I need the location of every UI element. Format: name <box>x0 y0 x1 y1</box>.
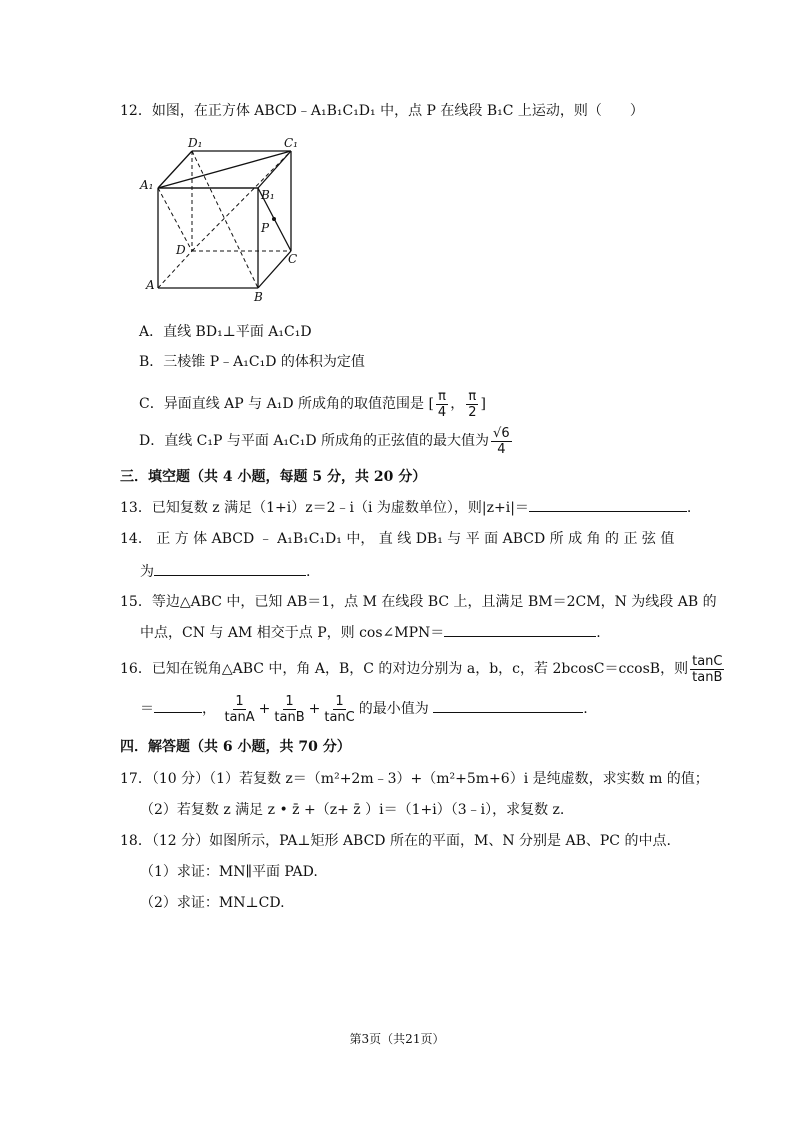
q12-option-c: C．异面直线 AP 与 A₁D 所成角的取值范围是 [ $\frac{\pi}{4}$ ， $\frac{\pi}{2}$ ] <box>139 388 486 420</box>
q14-line2: 为 . <box>140 561 310 582</box>
label-A: A <box>146 278 155 292</box>
q14-line1: 14． 正 方 体 ABCD ﹣ A₁B₁C₁D₁ 中， 直 线 DB₁ 与 平 面 ABCD 所 成 角 的 正 弦 值 <box>120 531 675 547</box>
q14-answer-blank[interactable] <box>154 561 306 576</box>
q12-option-b: B．三棱锥 P﹣A₁C₁D 的体积为定值 <box>139 354 365 370</box>
q15-line2: 中点，CN 与 AM 相交于点 P，则 cos∠MPN＝ . <box>140 622 601 643</box>
q15-line1: 15．等边△ABC 中，已知 AB＝1，点 M 在线段 BC 上，且满足 BM＝2CM，N 为线段 AB 的 <box>120 594 717 610</box>
q12-option-a: A．直线 BD₁⊥平面 A₁C₁D <box>139 324 312 340</box>
q18-line3: （2）求证：MN⊥CD. <box>140 895 285 911</box>
q13: 13．已知复数 z 满足（1+i）z＝2﹣i（i 为虚数单位），则|z+i|＝ . <box>120 497 691 518</box>
q13-answer-blank[interactable] <box>529 497 687 512</box>
label-C1: C₁ <box>284 136 298 150</box>
q16-answer-blank-2[interactable] <box>433 698 583 713</box>
page-footer: 第3页（共21页） <box>349 1032 445 1046</box>
label-P: P <box>261 221 270 235</box>
label-A1: A₁ <box>140 178 154 192</box>
q15-answer-blank[interactable] <box>444 622 596 637</box>
label-B1: B₁ <box>261 188 275 202</box>
label-B: B <box>254 290 263 303</box>
label-C: C <box>288 252 298 266</box>
label-D1: D₁ <box>188 136 203 150</box>
q12-option-d: D．直线 C₁P 与平面 A₁C₁D 所成角的正弦值的最大值为 $\frac{√6}{4}$ <box>139 425 510 457</box>
q16-answer-blank-1[interactable] <box>154 698 202 713</box>
q16-line2: ＝ ， $\frac{1}{\tan A}$ + $\frac{1}{\tan B}$ + $\frac{1}{\tan C}$ 的最小值为 . <box>140 693 588 725</box>
cube-figure <box>136 133 336 303</box>
section-4-heading: 四．解答题（共 6 小题，共 70 分） <box>120 739 351 755</box>
q17-line1: 17．（10 分）（1）若复数 z＝（m²+2m﹣3）+（m²+5m+6）i 是纯虚数，求实数 m 的值； <box>120 771 709 787</box>
q18-line2: （1）求证：MN∥平面 PAD. <box>140 864 318 880</box>
q16-line1: 16．已知在锐角△ABC 中，角 A，B，C 的对边分别为 a，b，c，若 2bcosC＝ccosB，则 $\frac{\tan C}{\tan B}$ <box>120 653 723 685</box>
q18-line1: 18．（12 分）如图所示，PA⊥矩形 ABCD 所在的平面，M、N 分别是 AB、PC 的中点. <box>120 833 671 849</box>
section-3-heading: 三．填空题（共 4 小题，每题 5 分，共 20 分） <box>120 469 427 485</box>
q17-line2: （2）若复数 z 满足 z • z̄ +（z+ z̄ ）i＝（1+i）（3﹣i），求复数 z. <box>140 802 565 818</box>
q12-stem: 12．如图，在正方体 ABCD﹣A₁B₁C₁D₁ 中，点 P 在线段 B₁C 上运动，则（ ） <box>120 103 644 119</box>
label-D: D <box>176 243 186 257</box>
